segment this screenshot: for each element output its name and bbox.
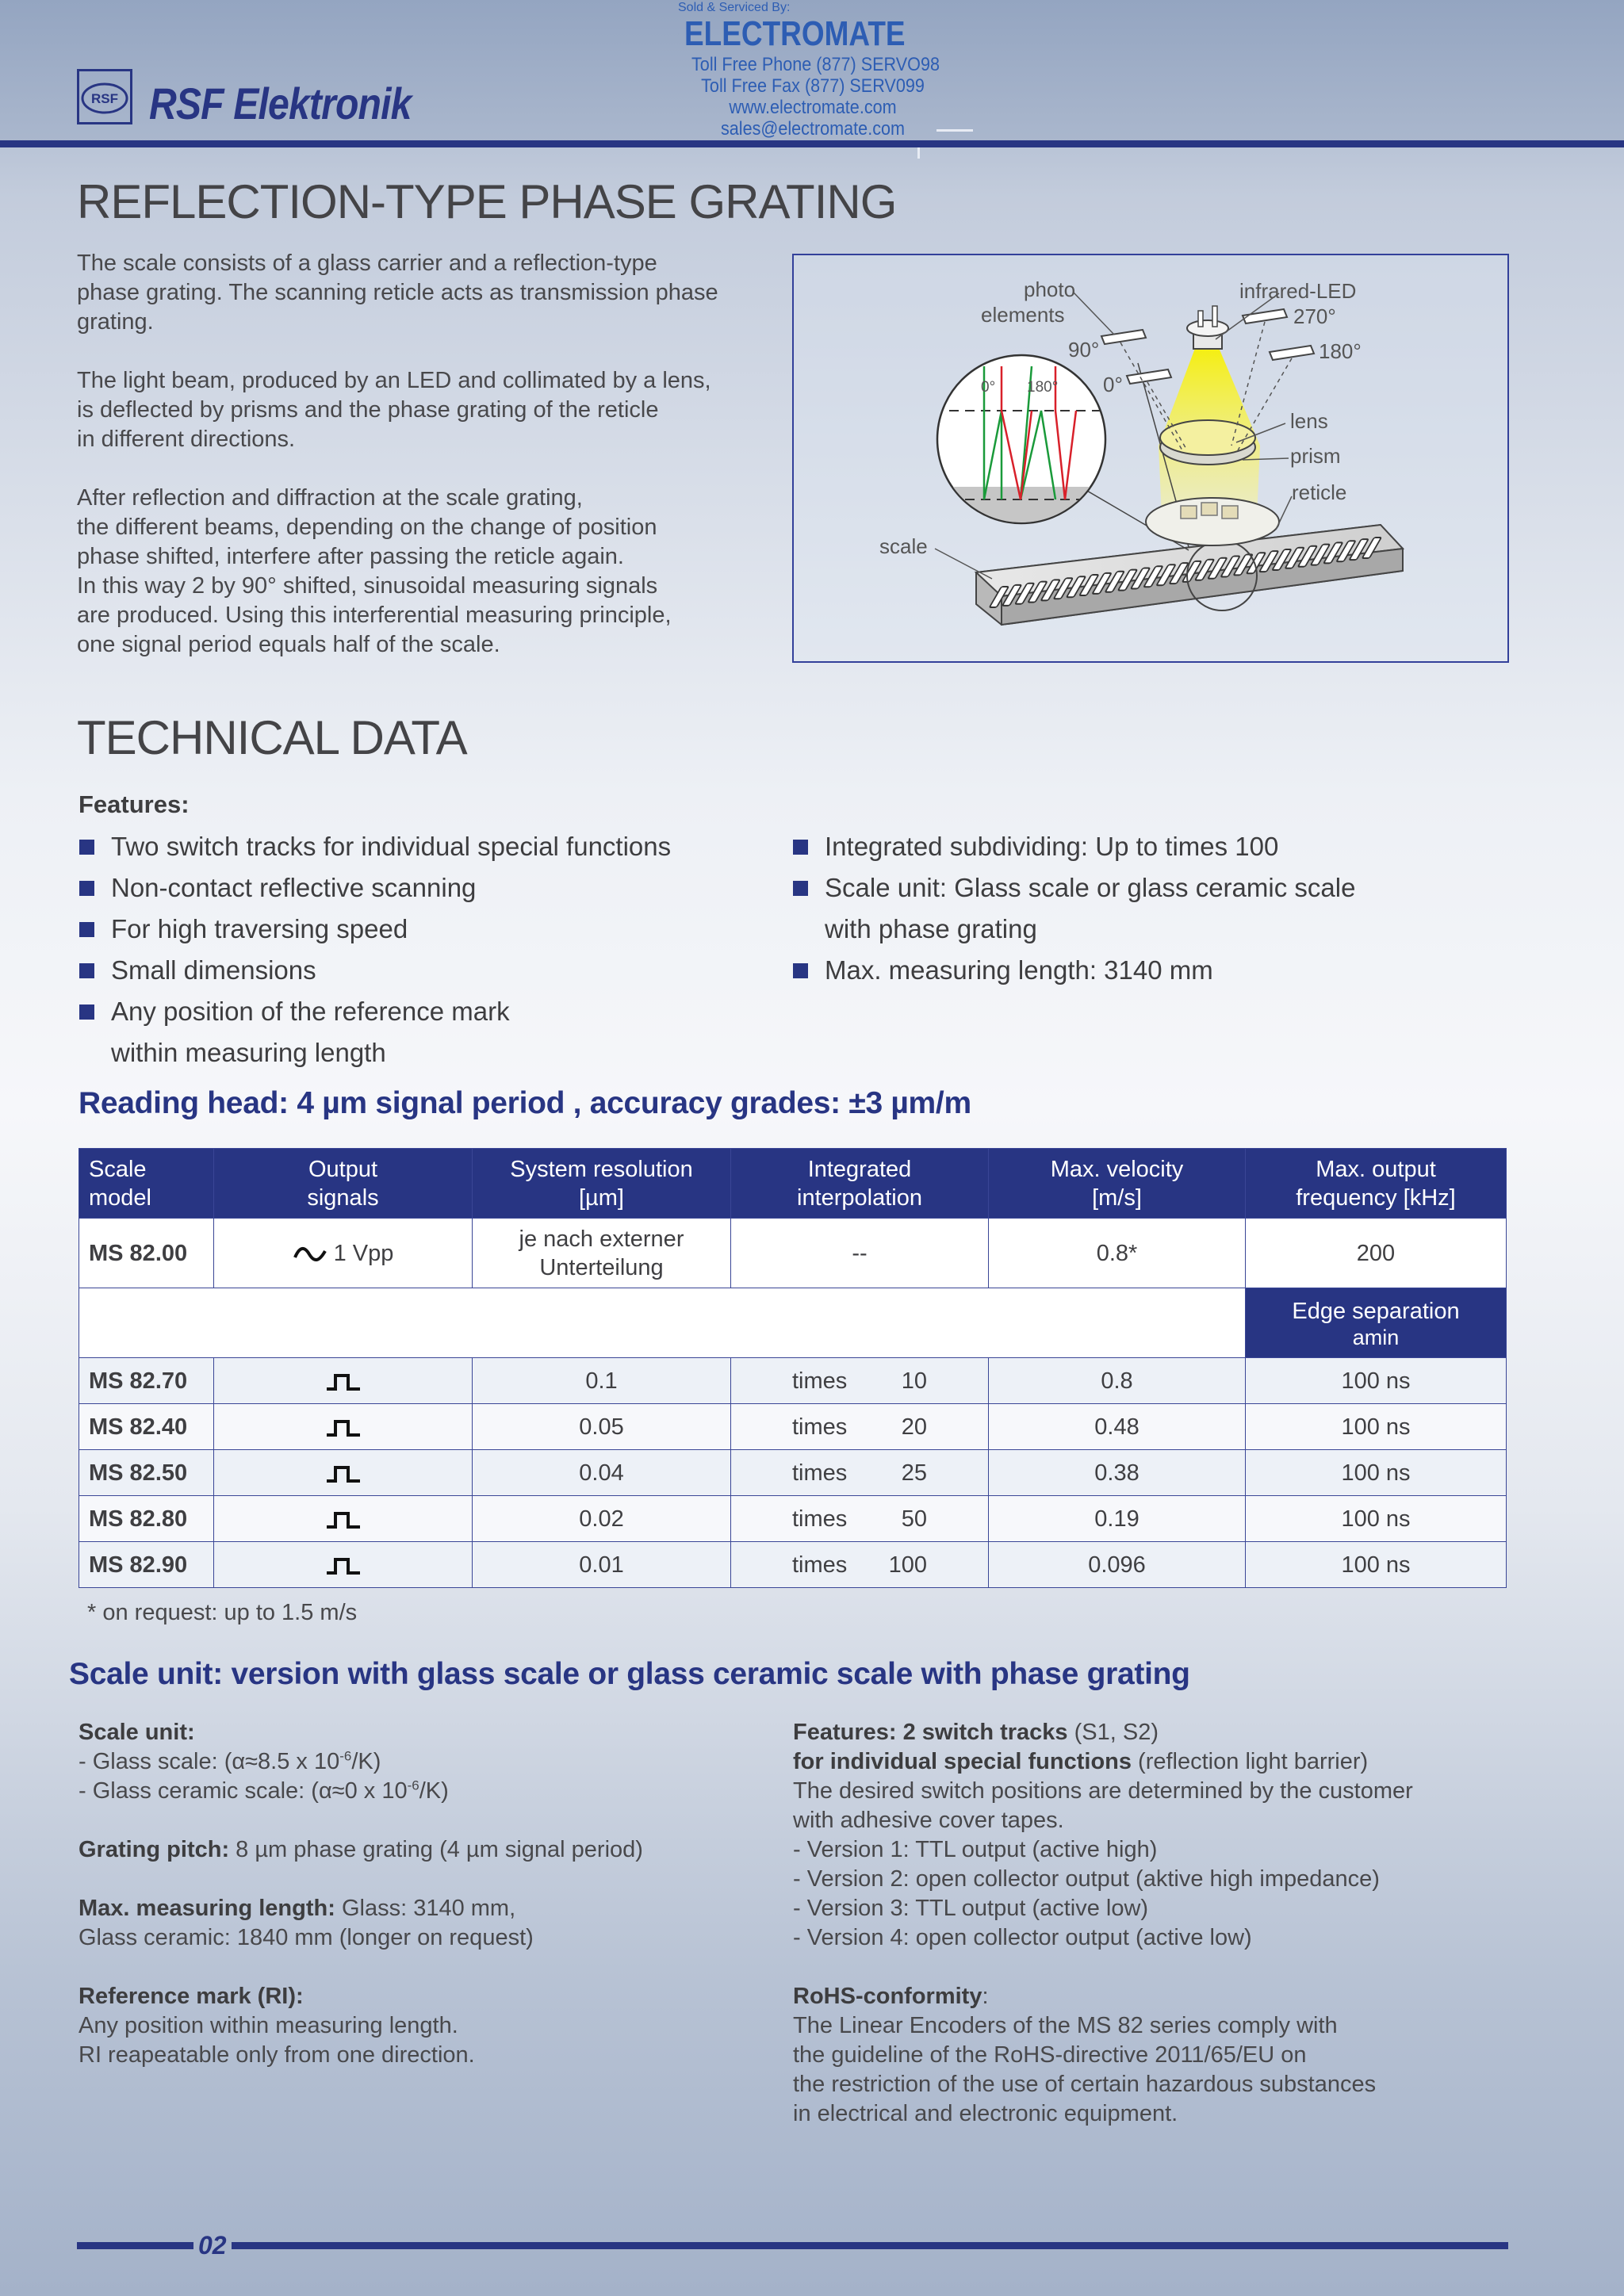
- cell-frequency: 200: [1246, 1219, 1507, 1288]
- cell-model: MS 82.80: [79, 1496, 214, 1542]
- footer-rule: [77, 2242, 193, 2249]
- cell-model: MS 82.00: [79, 1219, 214, 1288]
- page-number: 02: [198, 2231, 227, 2260]
- dealer-block: [678, 0, 948, 140]
- cell-resolution: je nach externer Unterteilung: [473, 1219, 731, 1288]
- cell-velocity: 0.8*: [989, 1219, 1246, 1288]
- header-rule: [0, 140, 1624, 147]
- cell-signal: [214, 1496, 473, 1542]
- intro-line: The light beam, produced by an LED and collimated by a lens,: [77, 368, 711, 393]
- technical-title: TECHNICAL DATA: [77, 711, 467, 764]
- intro-title: REFLECTION-TYPE PHASE GRATING: [77, 175, 897, 228]
- dealer-fax: Toll Free Fax (877) SERV099: [701, 75, 925, 97]
- reading-head-title: Reading head: 4 µm signal period , accuracy grades: ±3 µm/m: [79, 1086, 971, 1120]
- col-max-velocity: Max. velocity [m/s]: [989, 1149, 1246, 1219]
- scale-unit-left-column: [79, 1718, 643, 2070]
- label-elements: elements: [981, 303, 1065, 327]
- label-prism: prism: [1290, 444, 1341, 468]
- label-photo: photo: [1024, 277, 1076, 301]
- blank-cell: [79, 1288, 1246, 1358]
- dealer-email-link[interactable]: sales@electromate.com: [720, 118, 906, 140]
- switch-tracks-line: Features: 2 switch tracks (S1, S2): [793, 1720, 1159, 1745]
- dealer-web-link[interactable]: www.electromate.com: [729, 97, 897, 118]
- switch-desc-line: The desired switch positions are determined by the customer: [793, 1778, 1413, 1804]
- intro-line: one signal period equals half of the scale.: [77, 632, 500, 657]
- cell-interpolation: [731, 1542, 989, 1588]
- times-word: times: [792, 1414, 848, 1440]
- features-label: Features:: [79, 790, 190, 818]
- table-row: [79, 1542, 1507, 1588]
- dealer-sold-by: Sold & Serviced By:: [678, 1, 791, 14]
- table-row: [79, 1219, 1507, 1288]
- reference-mark-line: Any position within measuring length.: [79, 2013, 458, 2038]
- label-90: 90°: [1068, 338, 1100, 362]
- label-270: 270°: [1293, 304, 1336, 328]
- label-infrared-led: infrared-LED: [1239, 279, 1357, 303]
- phase-grating-figure: [792, 254, 1509, 663]
- glass-ceramic-line: - Glass ceramic scale: (α≈0 x $10^{-6}/K$): [79, 1777, 449, 1804]
- led-component: [1187, 306, 1228, 349]
- cell-resolution: 0.05: [473, 1404, 731, 1450]
- times-factor: 10: [901, 1368, 927, 1394]
- header-accent: [917, 147, 920, 159]
- square-pulse-icon: [324, 1418, 362, 1438]
- version-line: - Version 4: open collector output (active low): [793, 1925, 1252, 1950]
- col-output-signals: Output signals: [214, 1149, 473, 1219]
- intro-text: [77, 249, 718, 660]
- glass-scale-line: - Glass scale: (α≈8.5 x $10^{-6}/K$): [79, 1748, 381, 1774]
- times-word: times: [792, 1368, 848, 1394]
- bullet-square-icon: [793, 881, 808, 896]
- bullet-square-icon: [79, 881, 94, 896]
- cell-model: MS 82.50: [79, 1450, 214, 1496]
- scale-unit-title: Scale unit: version with glass scale or glass ceramic scale with phase grating: [69, 1657, 1190, 1691]
- label-zoom-180: 180°: [1027, 379, 1059, 396]
- bullet-square-icon: [79, 840, 94, 855]
- version-line: - Version 1: TTL output (active high): [793, 1837, 1158, 1862]
- cell-interpolation: [731, 1358, 989, 1404]
- label-zoom-0: 0°: [981, 379, 996, 396]
- times-factor: 50: [901, 1506, 927, 1532]
- cell-signal: 1 Vpp: [214, 1219, 473, 1288]
- table-subheader-row: [79, 1288, 1507, 1358]
- intro-line: The scale consists of a glass carrier and a reflection-type: [77, 251, 657, 276]
- intro-line: phase grating. The scanning reticle acts as transmission phase: [77, 280, 718, 305]
- cell-velocity: 0.096: [989, 1542, 1246, 1588]
- cell-interpolation: [731, 1450, 989, 1496]
- cell-edge-separation: 100 ns: [1246, 1404, 1507, 1450]
- sine-wave-icon: [293, 1245, 327, 1264]
- label-0: 0°: [1103, 373, 1123, 396]
- intro-line: is deflected by prisms and the phase grating of the reticle: [77, 397, 659, 423]
- cell-edge-separation: 100 ns: [1246, 1358, 1507, 1404]
- col-edge-separation: Edge separation amin: [1246, 1288, 1507, 1358]
- cell-resolution: 0.1: [473, 1358, 731, 1404]
- table-header-row: [79, 1149, 1507, 1219]
- cell-resolution: 0.04: [473, 1450, 731, 1496]
- times-factor: 100: [888, 1552, 927, 1578]
- measuring-length-line2: Glass ceramic: 1840 mm (longer on request): [79, 1925, 534, 1950]
- square-pulse-icon: [324, 1510, 362, 1530]
- header-accent: [936, 129, 973, 132]
- bullet-square-icon: [793, 963, 808, 978]
- dealer-brand: [678, 14, 948, 54]
- cell-model: MS 82.90: [79, 1542, 214, 1588]
- grating-pitch-line: Grating pitch: 8 µm phase grating (4 µm signal period): [79, 1837, 643, 1862]
- zoom-detail: [929, 355, 1119, 534]
- label-lens: lens: [1290, 409, 1328, 433]
- table-row: [79, 1450, 1507, 1496]
- measuring-length-line: Max. measuring length: Glass: 3140 mm,: [79, 1896, 516, 1921]
- cell-model: MS 82.70: [79, 1358, 214, 1404]
- label-180: 180°: [1319, 339, 1362, 363]
- intro-line: In this way 2 by 90° shifted, sinusoidal measuring signals: [77, 573, 658, 599]
- label-reticle: reticle: [1292, 480, 1347, 504]
- cell-edge-separation: 100 ns: [1246, 1542, 1507, 1588]
- square-pulse-icon: [324, 1556, 362, 1576]
- col-system-resolution: System resolution [µm]: [473, 1149, 731, 1219]
- cell-signal: [214, 1542, 473, 1588]
- reading-head-table: [79, 1148, 1507, 1588]
- bullet-square-icon: [79, 963, 94, 978]
- rohs-line: in electrical and electronic equipment.: [793, 2101, 1178, 2126]
- reference-mark-line: RI reapeatable only from one direction.: [79, 2042, 475, 2068]
- rohs-line: the guideline of the RoHS-directive 2011/65/EU on: [793, 2042, 1307, 2068]
- rsf-logo-icon: [77, 69, 132, 124]
- rohs-line: the restriction of the use of certain hazardous substances: [793, 2072, 1377, 2097]
- rohs-label-line: RoHS-conformity:: [793, 1984, 989, 2009]
- cell-signal: [214, 1358, 473, 1404]
- intro-line: the different beams, depending on the change of position: [77, 515, 657, 540]
- times-word: times: [792, 1460, 848, 1486]
- intro-line: are produced. Using this interferential measuring principle,: [77, 603, 672, 628]
- cell-interpolation: --: [731, 1219, 989, 1288]
- dealer-phone: Toll Free Phone (877) SERVO98: [691, 54, 940, 75]
- col-scale-model: Scale model: [79, 1149, 214, 1219]
- cell-velocity: 0.38: [989, 1450, 1246, 1496]
- scale-unit-label: Scale unit:: [79, 1720, 195, 1745]
- rohs-line: The Linear Encoders of the MS 82 series comply with: [793, 2013, 1338, 2038]
- intro-line: in different directions.: [77, 427, 296, 452]
- reference-mark-label: Reference mark (RI):: [79, 1984, 304, 2009]
- cell-edge-separation: 100 ns: [1246, 1450, 1507, 1496]
- intro-line: grating.: [77, 309, 154, 335]
- footer-rule: [232, 2242, 1508, 2249]
- cell-velocity: 0.19: [989, 1496, 1246, 1542]
- bullet-square-icon: [79, 1004, 94, 1020]
- intro-line: After reflection and diffraction at the scale grating,: [77, 485, 583, 511]
- switch-desc-line: with adhesive cover tapes.: [793, 1808, 1064, 1833]
- cell-signal: [214, 1450, 473, 1496]
- square-pulse-icon: [324, 1372, 362, 1392]
- scale-unit-right-column: [793, 1718, 1413, 2129]
- svg-text:RSF: RSF: [91, 91, 118, 106]
- table-row: [79, 1358, 1507, 1404]
- version-line: - Version 2: open collector output (aktive high impedance): [793, 1866, 1380, 1892]
- cell-velocity: 0.8: [989, 1358, 1246, 1404]
- cell-edge-separation: 100 ns: [1246, 1496, 1507, 1542]
- table-footnote: * on request: up to 1.5 m/s: [87, 1600, 358, 1625]
- intro-line: phase shifted, interfere after passing the reticle again.: [77, 544, 624, 569]
- table-row: [79, 1404, 1507, 1450]
- label-scale: scale: [879, 534, 928, 558]
- col-max-output-frequency: Max. output frequency [kHz]: [1246, 1149, 1507, 1219]
- cell-resolution: 0.02: [473, 1496, 731, 1542]
- cell-velocity: 0.48: [989, 1404, 1246, 1450]
- times-factor: 20: [901, 1414, 927, 1440]
- cell-resolution: 0.01: [473, 1542, 731, 1588]
- times-word: times: [792, 1552, 848, 1578]
- cell-interpolation: [731, 1496, 989, 1542]
- dealer-name: ELECTROMATE: [684, 14, 906, 53]
- table-row: [79, 1496, 1507, 1542]
- brand-name: RSF Elektronik: [149, 78, 412, 128]
- times-word: times: [792, 1506, 848, 1532]
- special-functions-line: for individual special functions (reflection light barrier): [793, 1749, 1369, 1774]
- times-factor: 25: [901, 1460, 927, 1486]
- col-integrated-interpolation: Integrated interpolation: [731, 1149, 989, 1219]
- cell-signal: [214, 1404, 473, 1450]
- square-pulse-icon: [324, 1464, 362, 1484]
- bullet-square-icon: [79, 922, 94, 937]
- bullet-square-icon: [793, 840, 808, 855]
- lens-disk: [1160, 420, 1255, 455]
- cell-model: MS 82.40: [79, 1404, 214, 1450]
- version-line: - Version 3: TTL output (active low): [793, 1896, 1149, 1921]
- cell-interpolation: [731, 1404, 989, 1450]
